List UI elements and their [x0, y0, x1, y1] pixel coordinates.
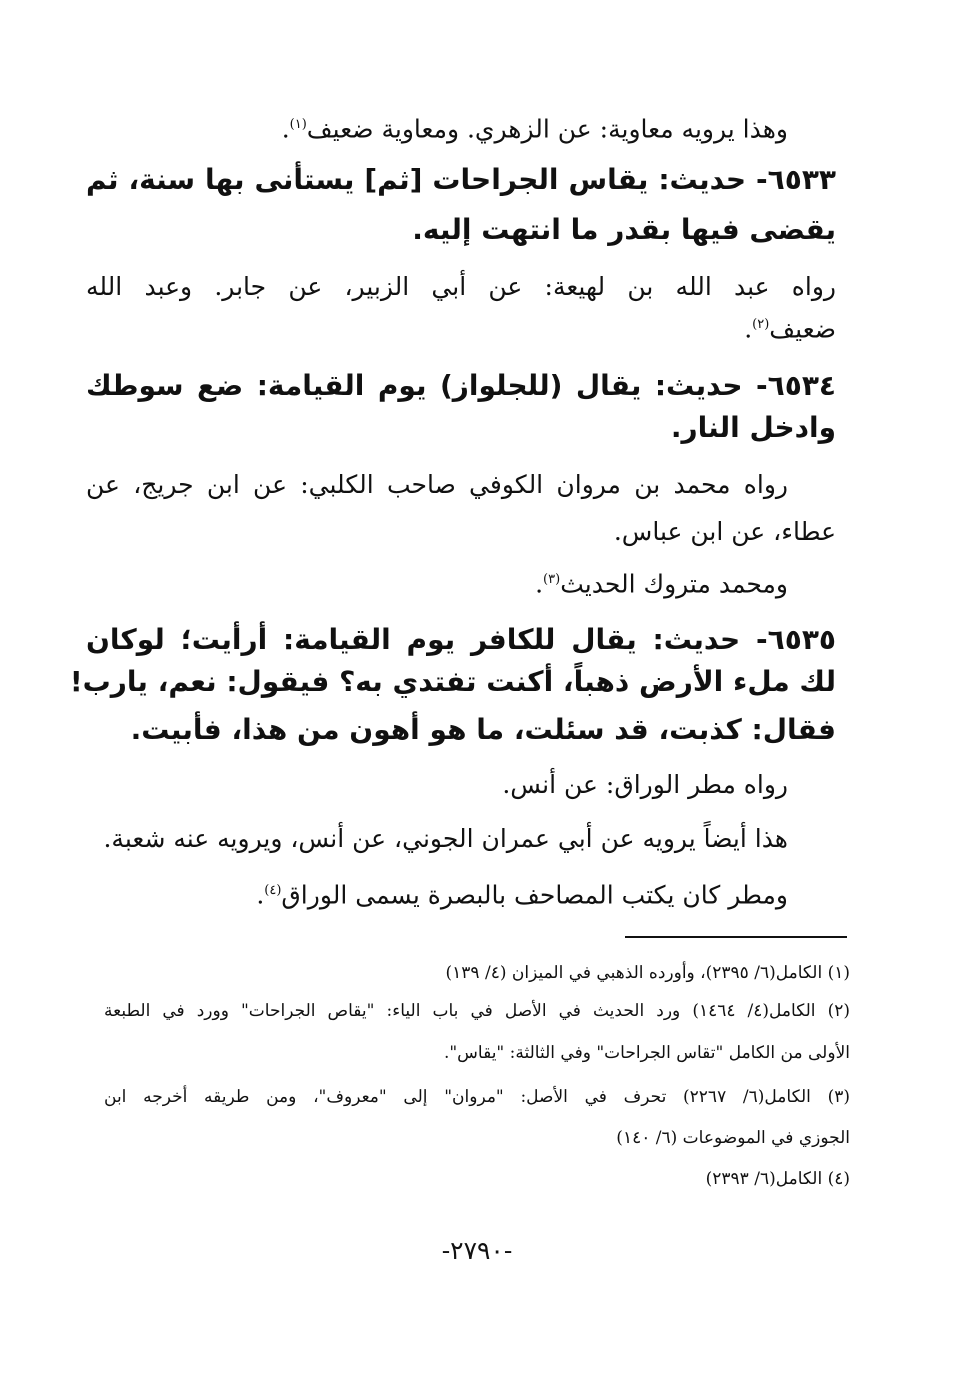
footnote-ref: (٣) [543, 572, 561, 587]
hadith-heading-line: ٦٥٣٥- حديث: يقال للكافر يوم القيامة: أرأيت؛ لوكان [86, 623, 836, 656]
text-span: . [535, 569, 544, 599]
footnote: (١) الكامل(٦/ ٢٣٩٥)، وأورده الذهبي في الميزان (٤/ ١٣٩) [445, 963, 850, 983]
text-span: . [281, 114, 290, 144]
footnote: (٣) الكامل(٦/ ٢٢٦٧) تحرف في الأصل: "مروان" إلى "معروف"، ومن طريقه أخرجه ابن [104, 1087, 850, 1107]
footnote: الأولى من الكامل "تقاس الجراحات" وفي الثالثة: "يقاس". [443, 1043, 850, 1063]
text-line [86, 308, 836, 346]
text-span: ضعيف [769, 314, 836, 344]
footnote: الجوزي في الموضوعات (٦/ ١٤٠) [616, 1128, 850, 1148]
footnote: (٢) الكامل(٤/ ١٤٦٤) ورد الحديث في الأصل في باب الياء: "يقاص الجراحات" وورد في الطبعة [104, 1001, 850, 1021]
text-line: هذا أيضاً يرويه عن أبي عمران الجوني، عن أنس، ويرويه عنه شعبة. [103, 824, 788, 853]
footnote-ref: (٢) [752, 317, 770, 332]
hadith-heading-line: يقضى فيها بقدر ما انتهت إليه. [412, 213, 836, 246]
text-line [86, 563, 788, 601]
hadith-heading-line: ٦٥٣٤- حديث: يقال (للجلواز) يوم القيامة: ضع سوطك [86, 369, 836, 402]
footnote-ref: (١) [289, 117, 307, 132]
text-line [86, 108, 788, 146]
footnote-ref: (٤) [264, 883, 282, 898]
text-span: . [744, 314, 753, 344]
text-line: رواه محمد بن مروان الكوفي صاحب الكلبي: عن ابن جريج، عن [86, 470, 788, 499]
hadith-heading-line: وادخل النار. [670, 411, 836, 444]
hadith-heading-line: فقال: كذبت، قد سئلت، ما هو أهون من هذا، فأبيت. [130, 713, 836, 746]
text-line: عطاء، عن ابن عباس. [613, 517, 836, 546]
footnote-separator [625, 936, 847, 938]
text-span: وهذا يرويه معاوية: عن الزهري. ومعاوية ضعيف [306, 114, 788, 144]
footnote: (٤) الكامل(٦/ ٢٣٩٣) [705, 1169, 850, 1189]
text-line: رواه عبد الله بن لهيعة: عن أبي الزبير، عن جابر. وعبد الله [86, 272, 836, 301]
hadith-heading-line: ٦٥٣٣- حديث: يقاس الجراحات [ثم] يستأنى بها سنة، ثم [86, 163, 836, 196]
text-line: رواه مطر الوراق: عن أنس. [502, 770, 788, 799]
text-span: ومطر كان يكتب المصاحف بالبصرة يسمى الوراق [281, 880, 788, 910]
text-line [86, 874, 788, 912]
text-span: ومحمد متروك الحديث [560, 569, 788, 599]
page-number: -٢٧٩٠- [441, 1236, 513, 1265]
hadith-heading-line: لك ملء الأرض ذهباً، أكنت تفتدي به؟ فيقول: نعم، يارب! [69, 665, 836, 698]
text-span: . [256, 880, 265, 910]
